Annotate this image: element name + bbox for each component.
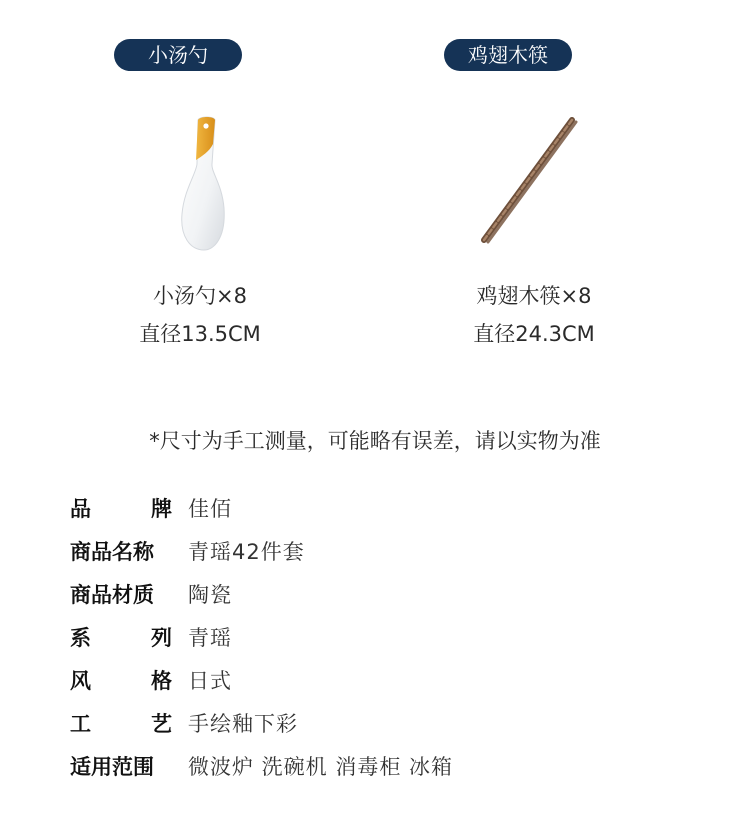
spec-label (70, 493, 172, 523)
measurement-note: *尺寸为手工测量，可能略有误差，请以实物为准 (149, 429, 601, 453)
chopsticks-name-qty: 鸡翅木筷×8 (476, 284, 592, 308)
spec-value: 青瑶42件套 (188, 540, 305, 564)
chopsticks-icon (472, 114, 588, 246)
spec-label-char: 牌 (151, 497, 172, 521)
spec-value: 陶瓷 (188, 583, 232, 607)
spec-label: 商品材质 (70, 583, 154, 607)
spec-value: 青瑶 (188, 626, 232, 650)
spec-label (70, 665, 172, 695)
spec-label (70, 622, 172, 652)
spec-label-char: 风 (70, 669, 91, 693)
spec-label (70, 708, 172, 738)
chopsticks-badge: 鸡翅木筷 (444, 39, 572, 71)
spec-value: 微波炉 洗碗机 消毒柜 冰箱 (188, 755, 454, 779)
spec-label-char: 品 (70, 497, 91, 521)
spec-value: 佳佰 (188, 497, 232, 521)
spec-label-char: 艺 (151, 712, 172, 736)
spec-value: 日式 (188, 669, 232, 693)
spoon-icon (170, 112, 234, 256)
spoon-badge: 小汤勺 (114, 39, 242, 71)
spec-label-char: 格 (151, 669, 172, 693)
spec-label-char: 列 (151, 626, 172, 650)
spec-label-char: 工 (70, 712, 91, 736)
spec-label-char: 系 (70, 626, 91, 650)
spec-value: 手绘釉下彩 (188, 712, 298, 736)
spoon-name-qty: 小汤勺×8 (153, 284, 247, 308)
chopsticks-size: 直径24.3CM (473, 322, 595, 346)
spec-label: 商品名称 (70, 540, 154, 564)
spoon-size: 直径13.5CM (139, 322, 261, 346)
spec-label: 适用范围 (70, 755, 154, 779)
